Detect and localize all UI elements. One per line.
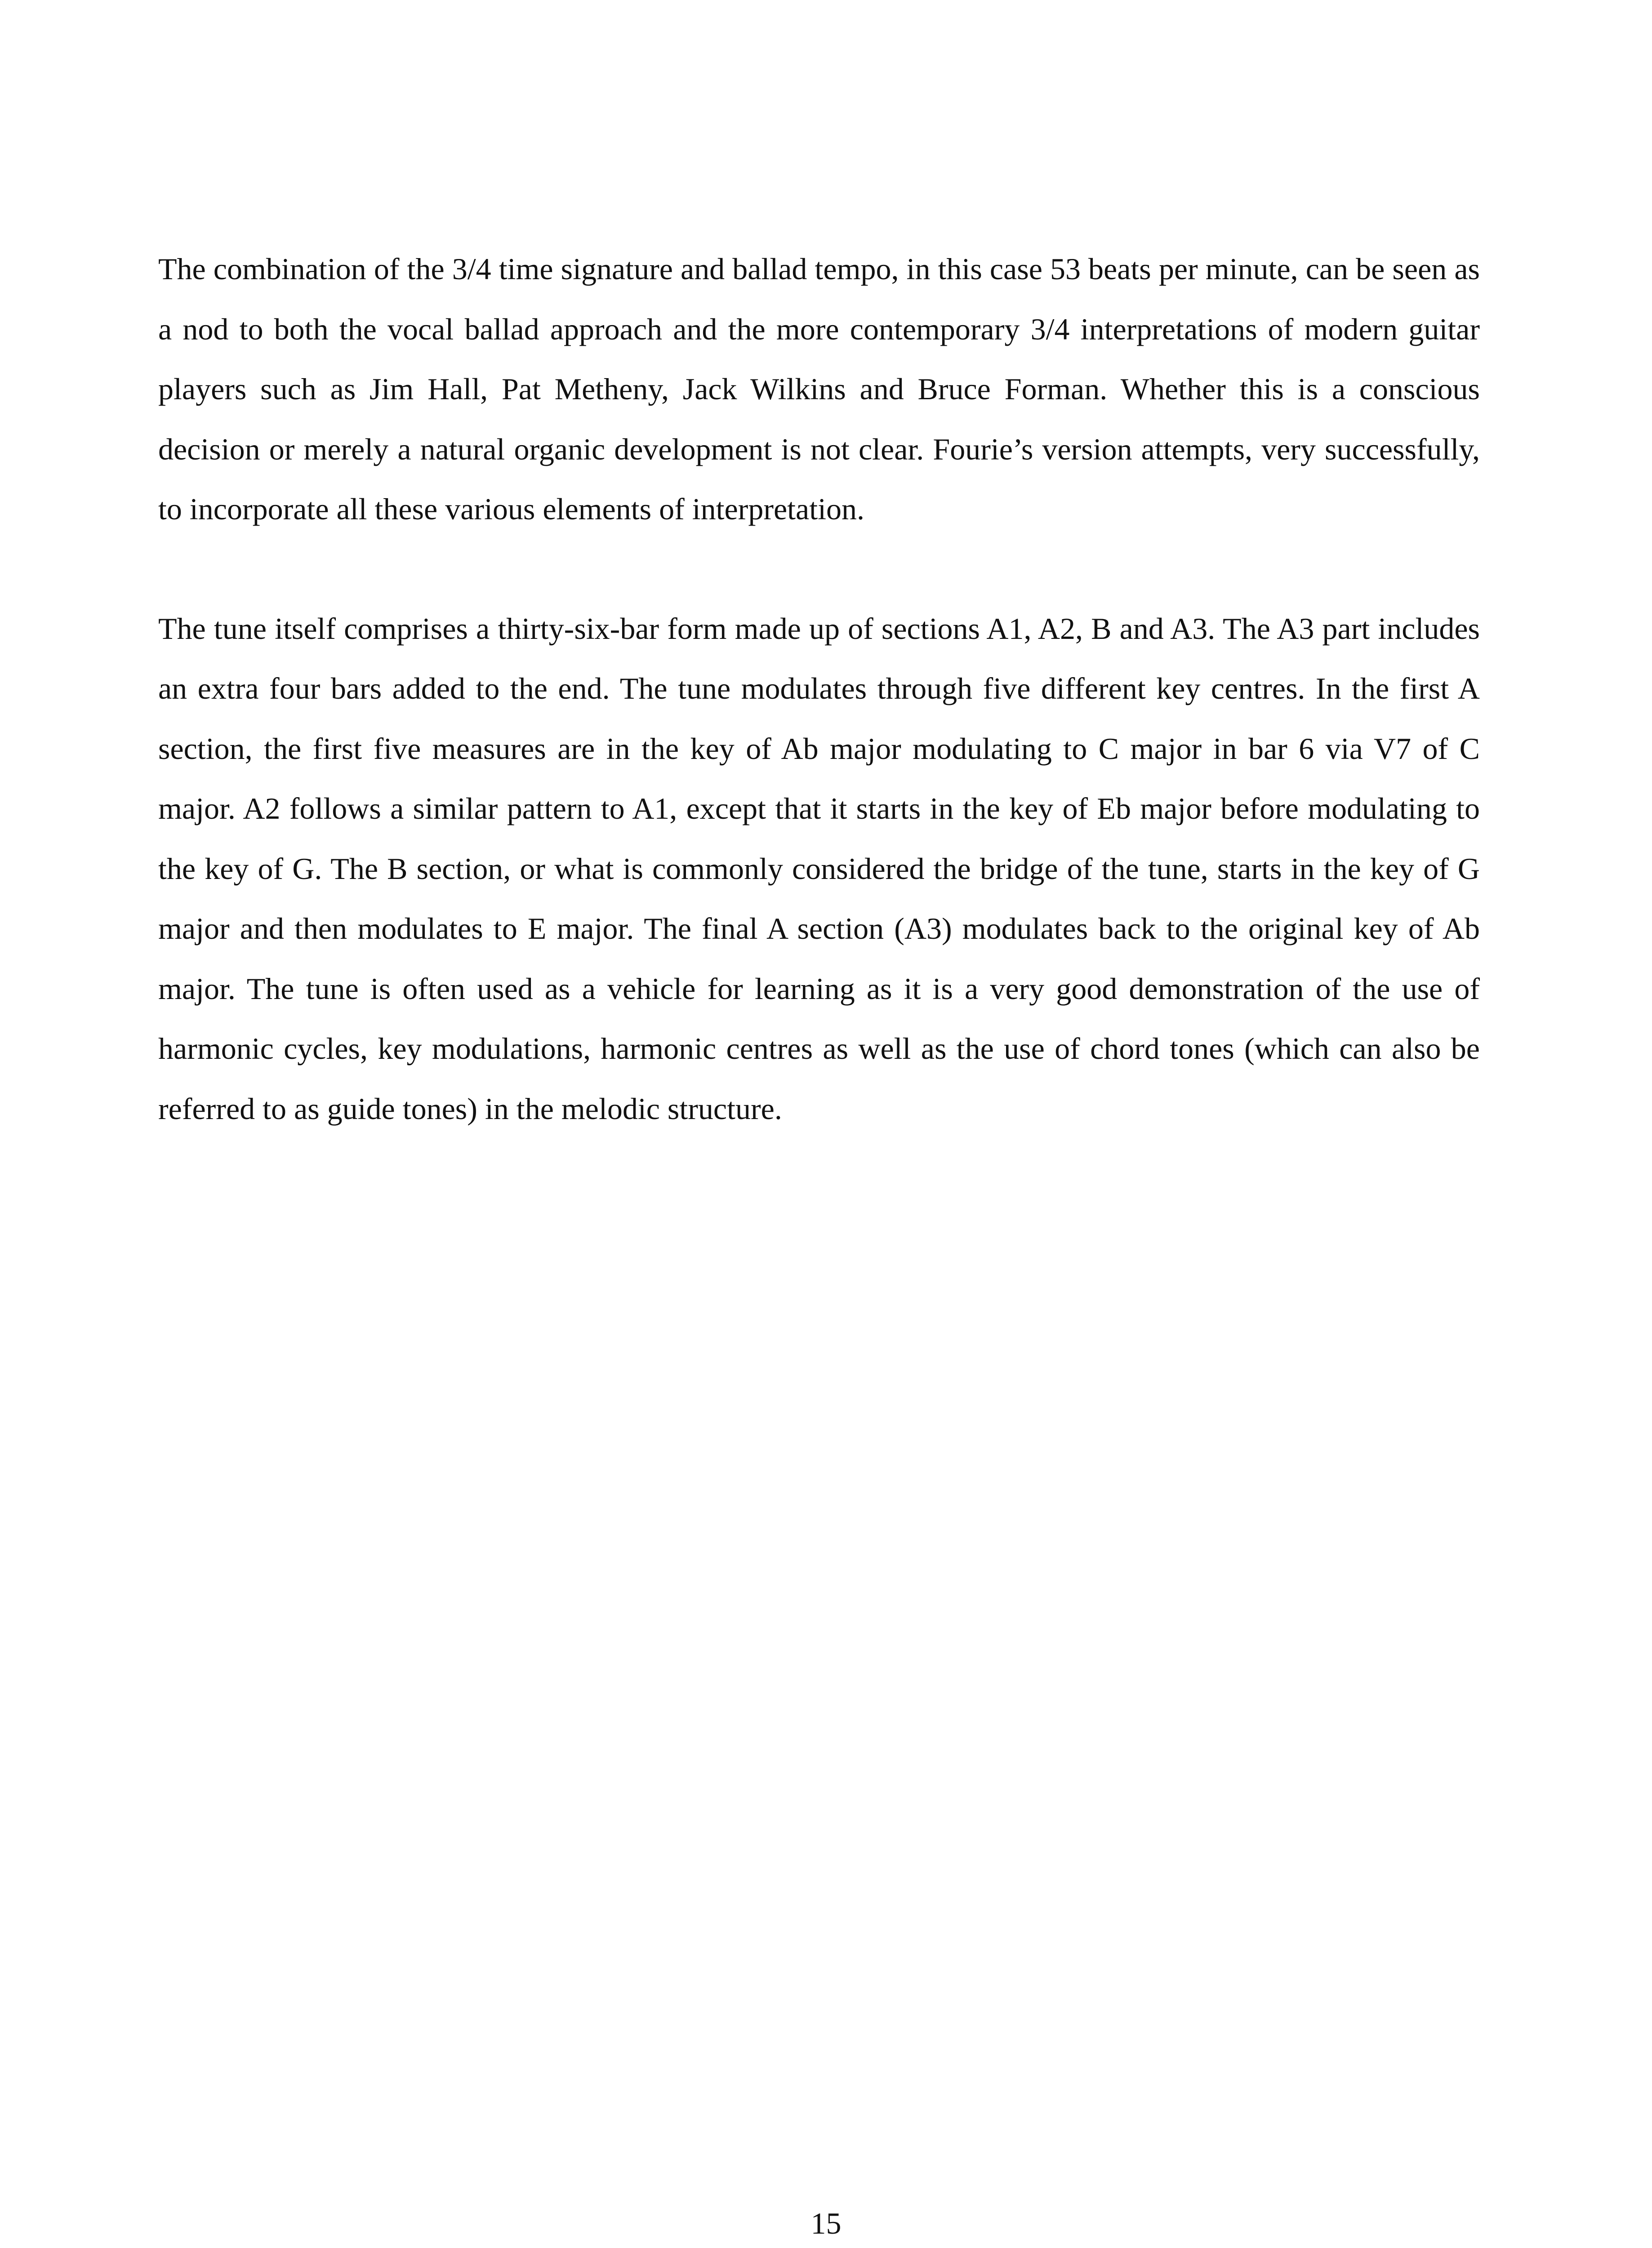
page-number: 15 (810, 2206, 842, 2240)
paragraph-2: The tune itself comprises a thirty-six-bar form made up of sections A1, A2, B and A3. The A3 part includes an extra four bars added to the end. The tune modulates through five different key centres. In the first A section, the first five measures are in the key of Ab major modulating to C major in bar 6 via V7 of C major. A2 follows a similar pattern to A1, except that it starts in the key of Eb major before modulating to the key of G. The B section, or what is commonly considered the bridge of the tune, starts in the key of G major and then modulates to E major. The final A section (A3) modulates back to the original key of Ab major. The tune is often used as a vehicle for learning as it is a very good demonstration of the use of harmonic cycles, key modulations, harmonic centres as well as the use of chord tones (which can also be referred to as guide tones) in the melodic structure. (158, 611, 1480, 1126)
body-text (158, 239, 1480, 1139)
paragraph-1: The combination of the 3/4 time signature and ballad tempo, in this case 53 beats per minute, can be seen as a nod to both the vocal ballad approach and the more contemporary 3/4 interpretations of modern guitar players such as Jim Hall, Pat Metheny, Jack Wilkins and Bruce Forman. Whether this is a conscious decision or merely a natural organic development is not clear. Fourie’s version attempts, very successfully, to incorporate all these various elements of interpretation. (158, 252, 1480, 526)
